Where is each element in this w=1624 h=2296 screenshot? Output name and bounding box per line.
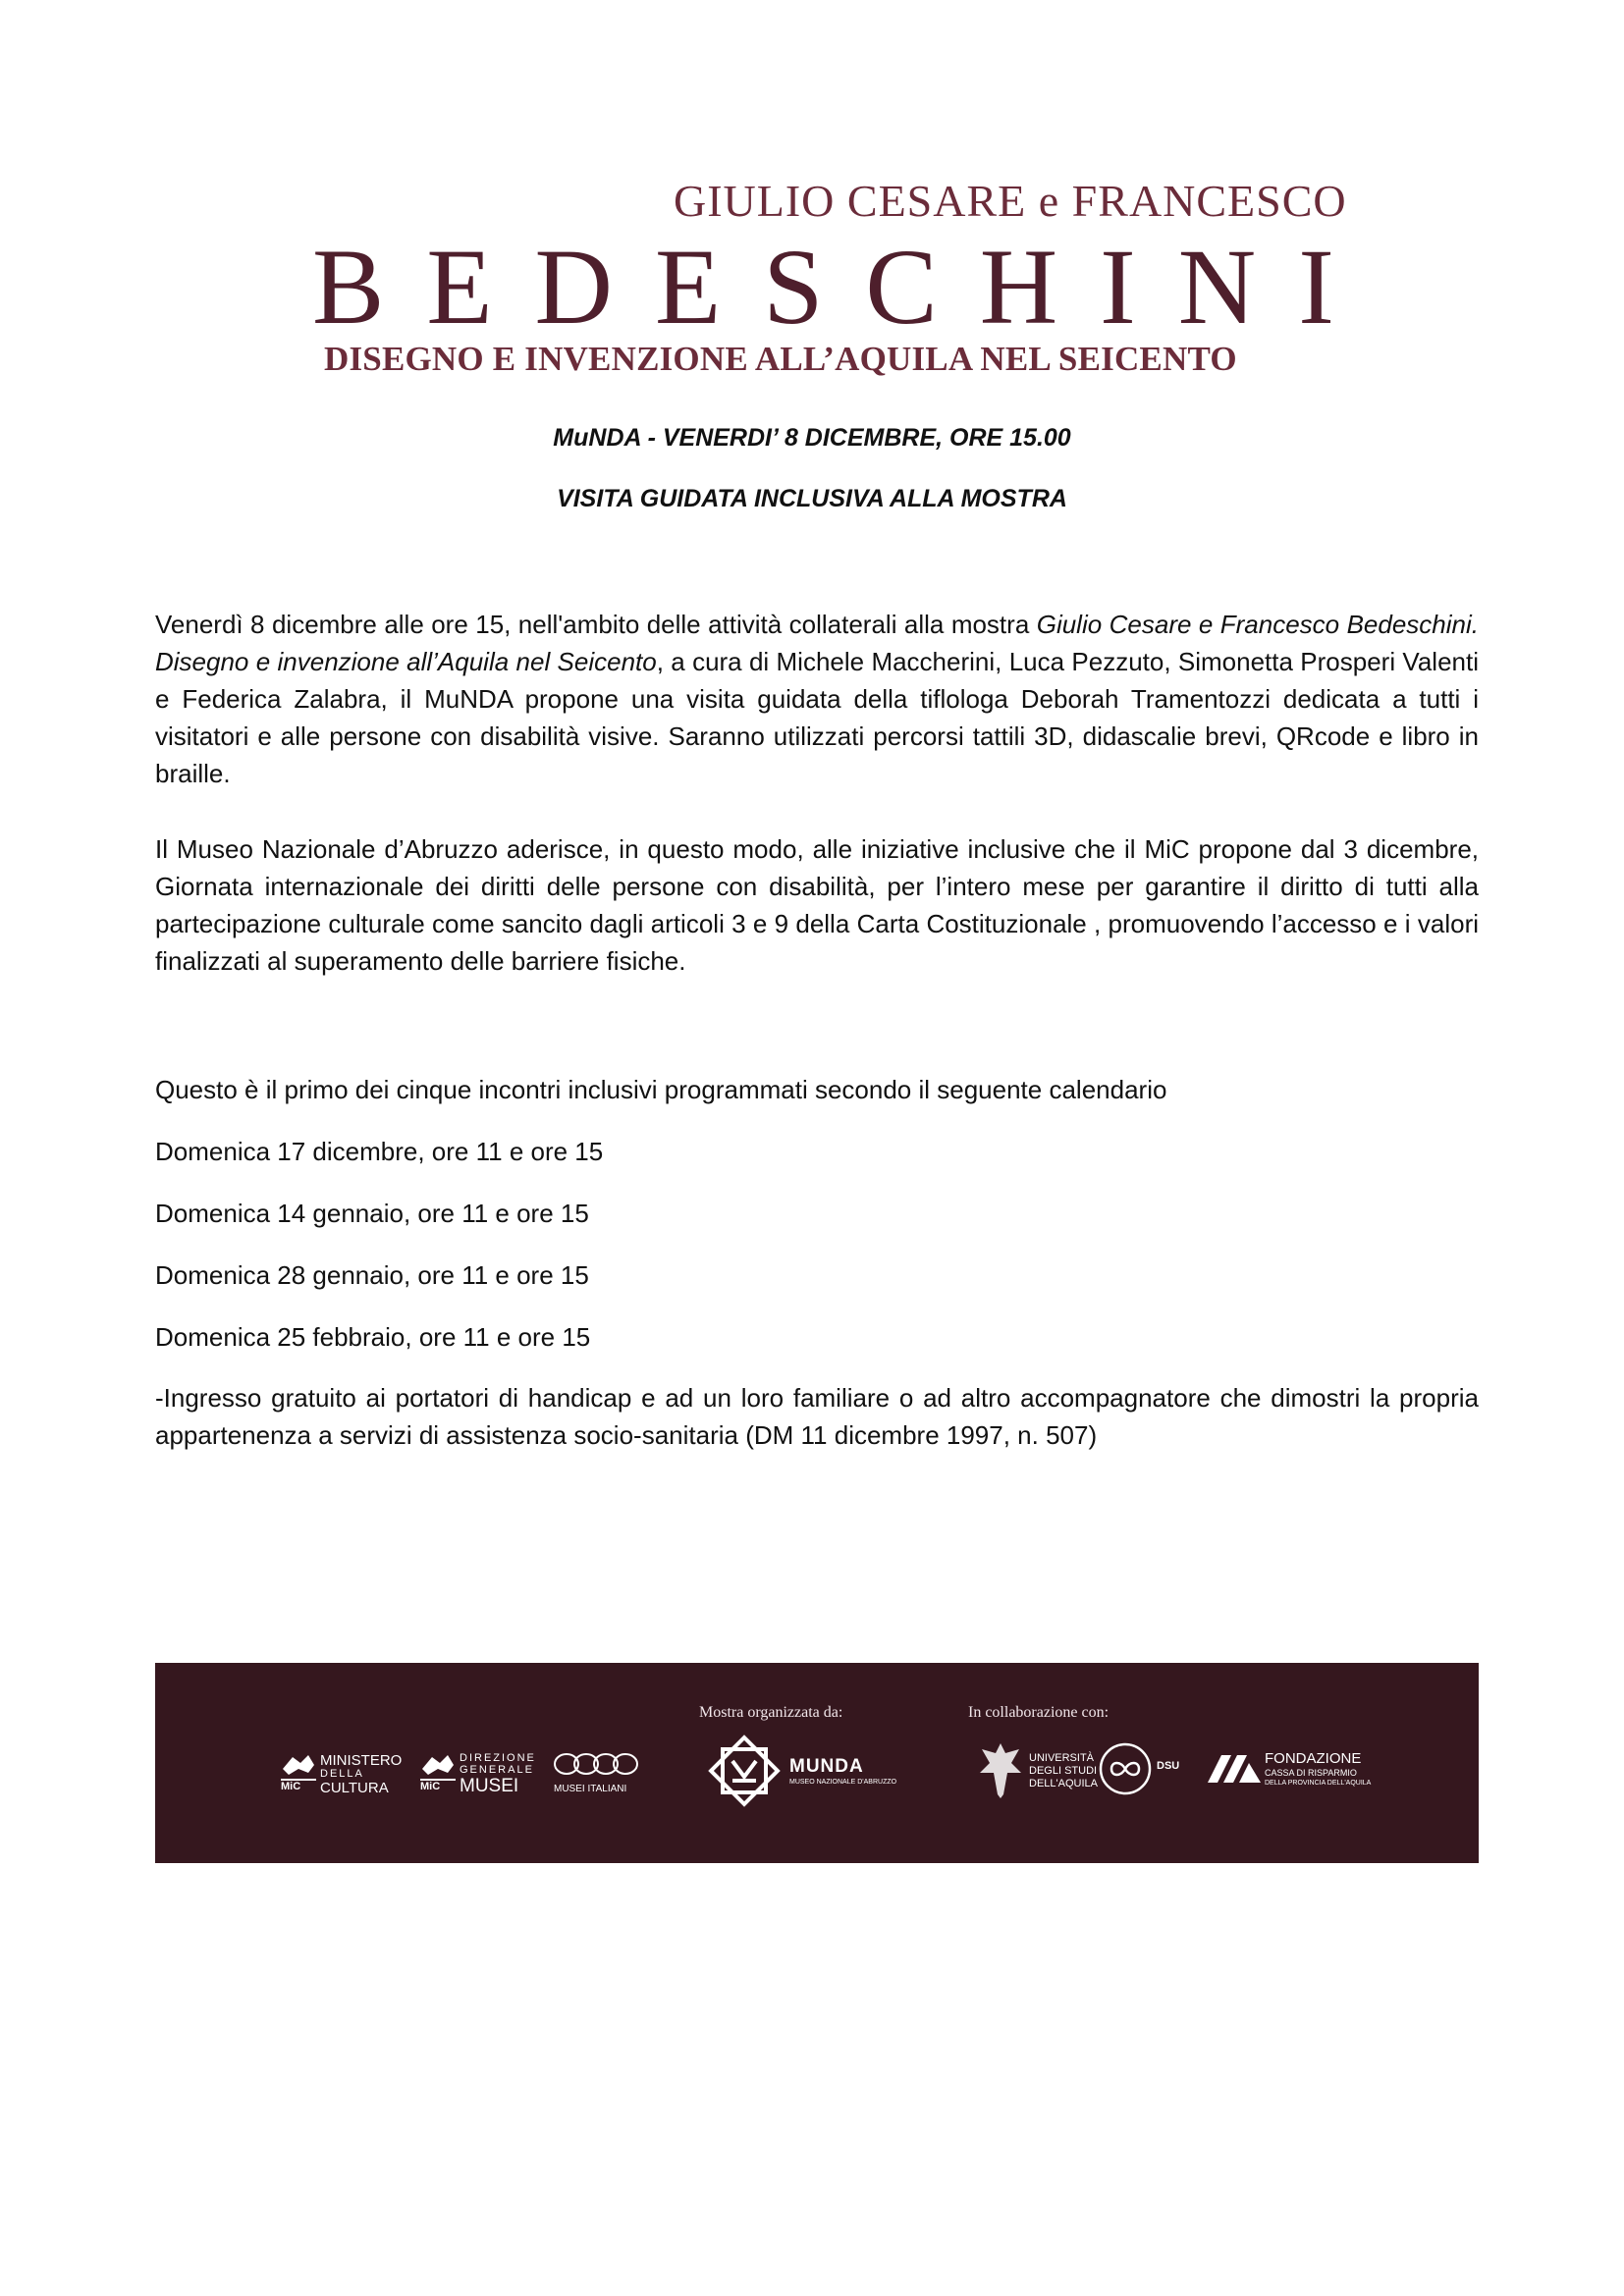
calendar-date-3: Domenica 28 gennaio, ore 11 e ore 15	[155, 1260, 589, 1290]
header-artists-line: GIULIO CESARE e FRANCESCO	[674, 176, 1347, 226]
paragraph-1-end: , a cura di Michele Maccherini, Luca Pezzuto, Simonetta Prosperi Valenti e Federica Zalabra, il MuNDA propone una visita guidata della tiflologa Deborah Tramentozzi dedicata a tutti i visitatori e alle persone con disabilità visive. Saranno utilizzati percorsi tattili 3D, didascalie brevi, QRcode e libro in braille.	[155, 647, 1479, 788]
fondazione-carispaq-logo: FONDAZIONE CASSA DI RISPARMIO DELLA PROVINCIA DELL'AQUILA	[1206, 1749, 1382, 1792]
event-title-line: VISITA GUIDATA INCLUSIVA ALLA MOSTRA	[557, 485, 1067, 512]
header-title: BEDESCHINI	[312, 227, 1377, 347]
exhibition-title-italic: Giulio Cesare e Francesco Bedeschini. Disegno e invenzione all’Aquila nel Seicento	[155, 610, 1479, 676]
munda-star-icon	[705, 1732, 784, 1810]
mic-badge: MiC	[281, 1781, 301, 1792]
paragraph-2: Il Museo Nazionale d’Abruzzo aderisce, in questo modo, alle iniziative inclusive che il MiC propone dal 3 dicembre, Giornata internazionale dei diritti delle persone con disabilità, per l’intero mese per garantire il diritto di tutti alla partecipazione culturale come sancito dagli articoli 3 e 9 della Carta Costituzionale , promuovendo l’accesso e i valori finalizzati al superamento delle barriere fisiche.	[155, 834, 1479, 976]
dsu-logo: DSU	[1098, 1741, 1186, 1800]
calendar-intro: Questo è il primo dei cinque incontri inclusivi programmati secondo il seguente calendario	[155, 1075, 1167, 1104]
fondazione-mark-icon	[1206, 1753, 1263, 1785]
intro-paragraph	[155, 606, 1479, 792]
munda-logo: MUNDA MUSEO NAZIONALE D'ABRUZZO	[705, 1732, 901, 1810]
admission-note: -Ingresso gratuito ai portatori di handicap e ad un loro familiare o ad altro accompagnatore che dimostri la propria appartenenza a servizi di assistenza socio-sanitaria (DM 11 dicembre 1997, n. 507)	[155, 1383, 1479, 1450]
eagle-seal-icon	[976, 1739, 1025, 1800]
dsu-infinity-icon	[1098, 1741, 1153, 1796]
museum-paragraph	[155, 830, 1479, 980]
musei-italiani-logo: MUSEI ITALIANI	[552, 1749, 642, 1798]
calendar-date-4: Domenica 25 febbraio, ore 11 e ore 15	[155, 1322, 591, 1352]
ministero-cultura-logo: MiC MINISTERO DELLA CULTURA	[281, 1752, 403, 1796]
musei-italiani-knot-icon	[552, 1749, 640, 1779]
direzione-musei-logo: MiC DIREZIONE GENERALE MUSEI	[420, 1752, 536, 1796]
organized-by-label: Mostra organizzata da:	[699, 1704, 843, 1721]
paragraph-1-start: Venerdì 8 dicembre alle ore 15, nell'ambito delle attività collaterali alla mostra	[155, 610, 1037, 639]
header-subtitle: DISEGNO E INVENZIONE ALL’AQUILA NEL SEICENTO	[324, 340, 1237, 378]
footer-logo-band	[155, 1663, 1479, 1863]
calendar-date-1: Domenica 17 dicembre, ore 11 e ore 15	[155, 1137, 604, 1166]
collaboration-label: In collaborazione con:	[968, 1704, 1110, 1721]
paragraph-1	[155, 606, 1479, 792]
universita-aquila-logo: UNIVERSITÀ DEGLI STUDI DELL'AQUILA	[976, 1739, 1084, 1802]
calendar-date-2: Domenica 14 gennaio, ore 11 e ore 15	[155, 1199, 589, 1228]
event-date-line: MuNDA - VENERDI’ 8 DICEMBRE, ORE 15.00	[553, 424, 1071, 452]
